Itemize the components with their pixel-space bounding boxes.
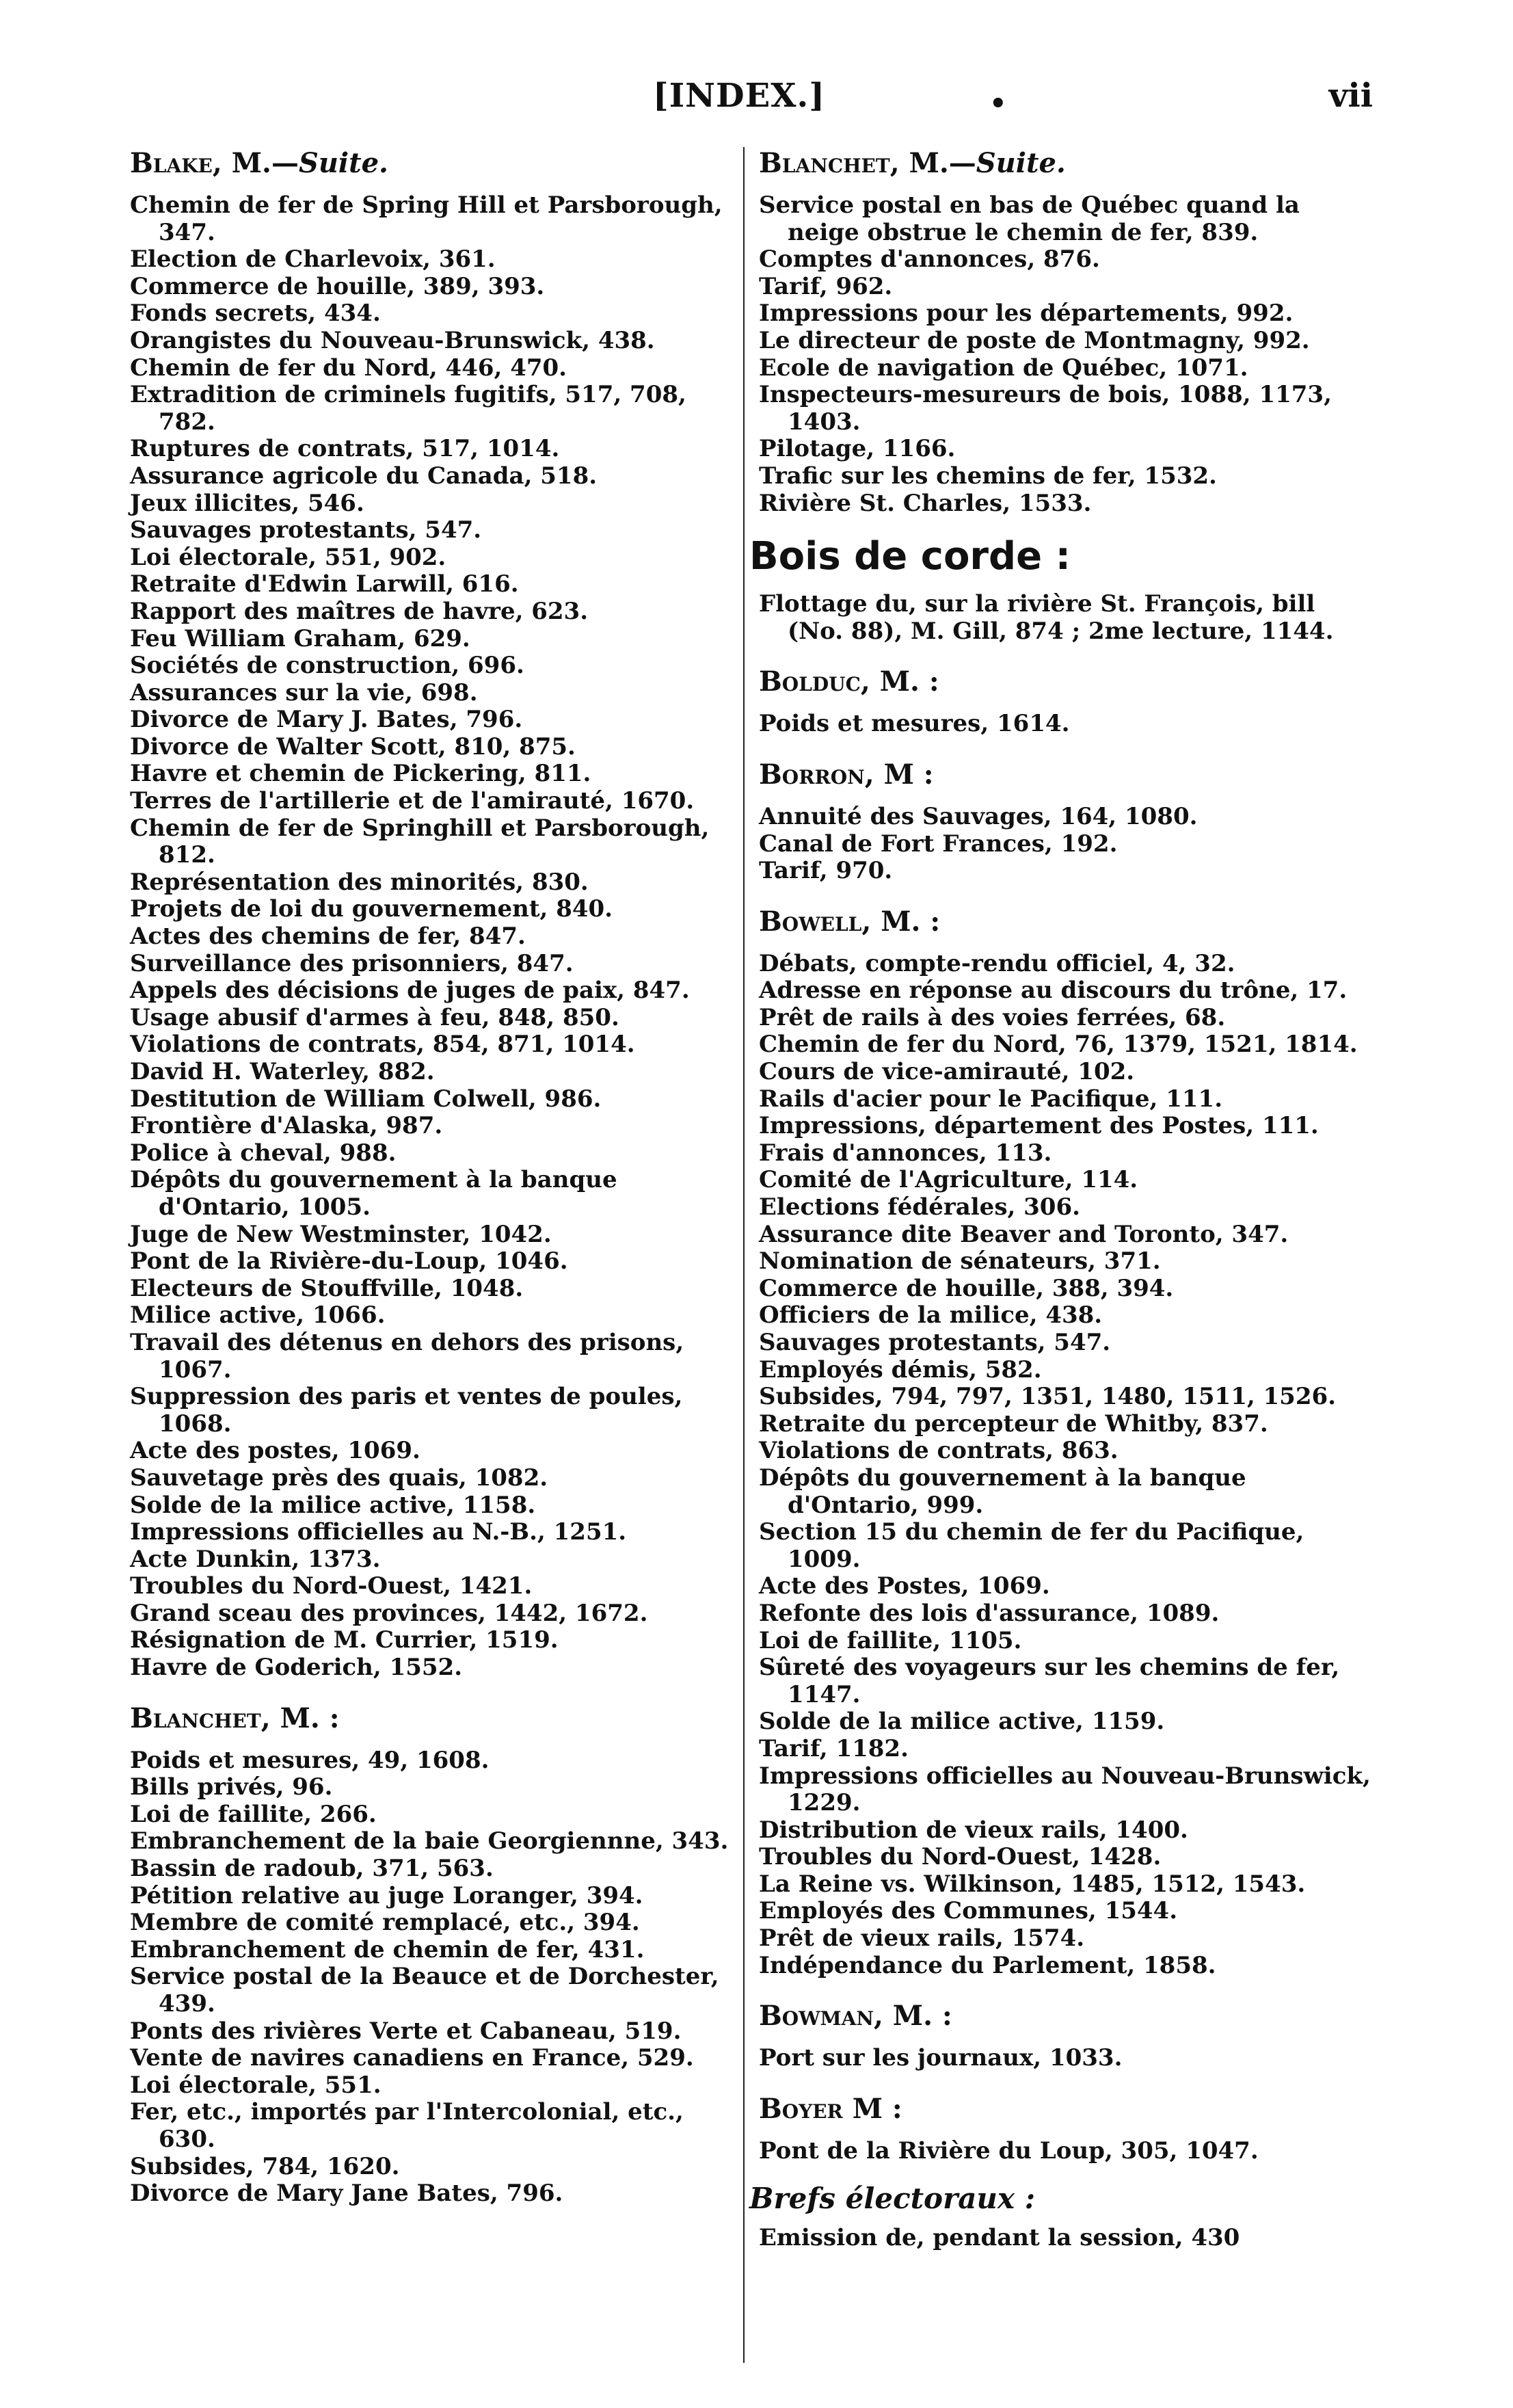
index-entry: Milice active, 1066.	[130, 1301, 386, 1329]
index-entry: Acte des postes, 1069.	[130, 1437, 420, 1465]
index-entry: Cours de vice-amirauté, 102.	[759, 1058, 1135, 1086]
index-entry: Impressions, département des Postes, 111.	[759, 1112, 1319, 1140]
index-entry: Juge de New Westminster, 1042.	[130, 1220, 552, 1248]
index-entry: Prêt de vieux rails, 1574.	[759, 1924, 1085, 1953]
index-entry: Poids et mesures, 49, 1608.	[130, 1746, 490, 1774]
index-entry: Dépôts du gouvernement à la banque d'Ontario, 1005.	[130, 1166, 617, 1221]
index-entry: Ecole de navigation de Québec, 1071.	[759, 354, 1248, 382]
index-entry: Flottage du, sur la rivière St. François, bill (No. 88), M. Gill, 874 ; 2me lecture, 1144.	[759, 590, 1334, 645]
index-entry: Pont de la Rivière du Loup, 305, 1047.	[759, 2136, 1259, 2165]
index-heading: Blanchet, M. :	[130, 1702, 340, 1734]
index-entry: Travail des détenus en dehors des prisons, 1067.	[130, 1328, 684, 1384]
index-entry: Poids et mesures, 1614.	[759, 710, 1070, 738]
index-entry: Divorce de Mary Jane Bates, 796.	[130, 2180, 563, 2208]
index-entry: Electeurs de Stouffville, 1048.	[130, 1274, 524, 1302]
index-heading: Borron, M :	[759, 758, 934, 791]
index-entry: Service postal de la Beauce et de Dorchester, 439.	[130, 1963, 719, 2017]
page-header	[0, 68, 1513, 123]
entry-list	[759, 711, 1374, 738]
entry-list	[759, 591, 1374, 645]
index-entry: Prêt de rails à des voies ferrées, 68.	[759, 1003, 1226, 1031]
index-entry: Acte Dunkin, 1373.	[130, 1545, 381, 1573]
page-number: vii	[1328, 77, 1373, 115]
index-entry: Destitution de William Colwell, 986.	[130, 1085, 602, 1113]
index-entry: Solde de la milice active, 1159.	[759, 1708, 1165, 1736]
index-entry: Sûreté des voyageurs sur les chemins de fer, 1147.	[759, 1654, 1340, 1708]
index-entry: Débats, compte-rendu officiel, 4, 32.	[759, 949, 1235, 977]
index-heading: Bowman, M. :	[759, 2000, 952, 2033]
index-entry: Tarif, 1182.	[759, 1734, 909, 1762]
index-entry: Embranchement de chemin de fer, 431.	[130, 1935, 645, 1963]
index-entry: Nomination de sénateurs, 371.	[759, 1247, 1161, 1275]
index-entry: Résignation de M. Currier, 1519.	[130, 1626, 559, 1654]
index-entry: Inspecteurs-mesureurs de bois, 1088, 1173, 1403.	[759, 381, 1332, 436]
index-entry: Fer, etc., importés par l'Intercolonial, etc., 630.	[130, 2098, 684, 2153]
entry-list	[130, 192, 732, 1682]
index-entry: Retraite du percepteur de Whitby, 837.	[759, 1410, 1268, 1438]
index-entry: Trafic sur les chemins de fer, 1532.	[759, 462, 1217, 490]
index-entry: Adresse en réponse au discours du trône, 17.	[759, 977, 1348, 1005]
index-heading: Bolduc, M. :	[759, 665, 939, 698]
index-entry: Election de Charlevoix, 361.	[130, 246, 496, 274]
index-entry: Canal de Fort Frances, 192.	[759, 830, 1118, 858]
index-heading: Blake, M.—Suite.	[130, 147, 388, 179]
index-entry: Usage abusif d'armes à feu, 848, 850.	[130, 1003, 619, 1031]
index-entry: Refonte des lois d'assurance, 1089.	[759, 1599, 1220, 1627]
entry-list	[759, 2138, 1374, 2165]
index-entry: Tarif, 970.	[759, 857, 893, 885]
index-entry: Chemin de fer du Nord, 76, 1379, 1521, 1814.	[759, 1031, 1358, 1059]
index-entry: David H. Waterley, 882.	[130, 1058, 435, 1085]
index-entry: Vente de navires canadiens en France, 529.	[130, 2044, 694, 2072]
entry-list	[759, 2045, 1374, 2072]
entry-list	[130, 1747, 732, 2208]
index-entry: Indépendance du Parlement, 1858.	[759, 1951, 1216, 1979]
index-entry: Appels des décisions de juges de paix, 847.	[130, 977, 690, 1005]
index-entry: Projets de loi du gouvernement, 840.	[130, 895, 613, 923]
index-entry: Distribution de vieux rails, 1400.	[759, 1816, 1188, 1844]
index-entry: Troubles du Nord-Ouest, 1428.	[759, 1843, 1162, 1871]
entry-list	[759, 192, 1374, 517]
index-entry: La Reine vs. Wilkinson, 1485, 1512, 1543.	[759, 1870, 1306, 1898]
index-entry: Divorce de Walter Scott, 810, 875.	[130, 732, 576, 760]
index-heading: Bowell, M. :	[759, 905, 941, 938]
index-entry: Rapport des maîtres de havre, 623.	[130, 597, 589, 625]
index-entry: Employés des Communes, 1544.	[759, 1897, 1178, 1925]
index-entry: Impressions pour les départements, 992.	[759, 300, 1294, 328]
column-divider	[743, 147, 745, 2363]
index-entry: Bills privés, 96.	[130, 1773, 333, 1801]
index-heading: Brefs électoraux :	[749, 2182, 1036, 2216]
index-entry: Havre de Goderich, 1552.	[130, 1654, 463, 1682]
index-entry: Elections fédérales, 306.	[759, 1193, 1080, 1221]
index-entry: Dépôts du gouvernement à la banque d'Ontario, 999.	[759, 1464, 1246, 1519]
header-dot: •	[989, 88, 1007, 120]
index-entry: Solde de la milice active, 1158.	[130, 1491, 536, 1519]
index-entry: Assurance agricole du Canada, 518.	[130, 462, 598, 490]
index-entry: Représentation des minorités, 830.	[130, 868, 589, 896]
index-entry: Sauvetage près des quais, 1082.	[130, 1464, 548, 1492]
index-heading: Blanchet, M.—Suite.	[759, 147, 1066, 179]
index-entry: Assurance dite Beaver and Toronto, 347.	[759, 1220, 1289, 1248]
entry-list	[759, 2225, 1374, 2252]
index-entry: Jeux illicites, 546.	[130, 489, 364, 517]
index-entry: Loi électorale, 551, 902.	[130, 543, 446, 571]
index-entry: Feu William Graham, 629.	[130, 624, 470, 652]
index-entry: Subsides, 794, 797, 1351, 1480, 1511, 1526.	[759, 1383, 1336, 1411]
index-entry: Comptes d'annonces, 876.	[759, 246, 1100, 274]
index-entry: Emission de, pendant la session, 430	[759, 2224, 1240, 2252]
index-entry: Rails d'acier pour le Pacifique, 111.	[759, 1085, 1223, 1113]
index-entry: Annuité des Sauvages, 164, 1080.	[759, 802, 1198, 830]
index-entry: Impressions officielles au N.-B., 1251.	[130, 1518, 627, 1546]
index-entry: Extradition de criminels fugitifs, 517, 708, 782.	[130, 381, 686, 436]
index-entry: Le directeur de poste de Montmagny, 992.	[759, 326, 1310, 354]
index-entry: Assurances sur la vie, 698.	[130, 678, 478, 706]
index-heading: Bois de corde :	[749, 534, 1071, 579]
index-entry: Police à cheval, 988.	[130, 1139, 397, 1167]
index-entry: Surveillance des prisonniers, 847.	[130, 949, 574, 977]
index-entry: Membre de comité remplacé, etc., 394.	[130, 1909, 640, 1937]
index-entry: Sauvages protestants, 547.	[759, 1329, 1111, 1356]
index-entry: Fonds secrets, 434.	[130, 300, 381, 328]
index-entry: Pont de la Rivière-du-Loup, 1046.	[130, 1247, 568, 1275]
index-entry: Terres de l'artillerie et de l'amirauté, 1670.	[130, 787, 695, 815]
index-entry: Acte des Postes, 1069.	[759, 1572, 1050, 1600]
index-heading: Boyer M :	[759, 2092, 902, 2125]
index-entry: Grand sceau des provinces, 1442, 1672.	[130, 1599, 648, 1627]
index-entry: Section 15 du chemin de fer du Pacifique, 1009.	[759, 1518, 1304, 1573]
index-entry: Loi de faillite, 266.	[130, 1800, 377, 1828]
left-column	[130, 147, 732, 2208]
index-entry: Pétition relative au juge Loranger, 394.	[130, 1881, 643, 1909]
index-entry: Commerce de houille, 388, 394.	[759, 1274, 1174, 1302]
index-entry: Pilotage, 1166.	[759, 435, 956, 463]
index-entry: Tarif, 962.	[759, 272, 893, 300]
index-entry: Frontière d'Alaska, 987.	[130, 1112, 443, 1140]
index-entry: Violations de contrats, 854, 871, 1014.	[130, 1031, 635, 1059]
index-entry: Sauvages protestants, 547.	[130, 516, 482, 544]
index-entry: Havre et chemin de Pickering, 811.	[130, 760, 591, 788]
entry-list	[759, 804, 1374, 885]
index-entry: Troubles du Nord-Ouest, 1421.	[130, 1572, 533, 1600]
index-entry: Port sur les journaux, 1033.	[759, 2044, 1123, 2072]
entry-list	[759, 951, 1374, 1980]
index-entry: Ruptures de contrats, 517, 1014.	[130, 435, 560, 463]
index-entry: Orangistes du Nouveau-Brunswick, 438.	[130, 326, 655, 354]
index-entry: Loi de faillite, 1105.	[759, 1626, 1022, 1654]
index-entry: Ponts des rivières Verte et Cabaneau, 519.	[130, 2017, 682, 2045]
index-entry: Comité de l'Agriculture, 114.	[759, 1166, 1138, 1194]
index-entry: Impressions officielles au Nouveau-Brunswick, 1229.	[759, 1762, 1371, 1817]
running-title: [INDEX.]	[653, 77, 825, 115]
index-entry: Subsides, 784, 1620.	[130, 2152, 400, 2180]
index-entry: Loi électorale, 551.	[130, 2071, 381, 2099]
index-entry: Chemin de fer de Springhill et Parsborough, 812.	[130, 814, 710, 869]
index-entry: Embranchement de la baie Georgiennne, 343.	[130, 1827, 729, 1855]
index-entry: Actes des chemins de fer, 847.	[130, 923, 526, 951]
index-entry: Suppression des paris et ventes de poules, 1068.	[130, 1383, 683, 1438]
index-entry: Employés démis, 582.	[759, 1355, 1042, 1384]
index-entry: Divorce de Mary J. Bates, 796.	[130, 706, 523, 734]
index-entry: Violations de contrats, 863.	[759, 1437, 1119, 1465]
index-entry: Retraite d'Edwin Larwill, 616.	[130, 570, 519, 598]
index-entry: Commerce de houille, 389, 393.	[130, 272, 545, 300]
right-column	[749, 147, 1374, 2252]
index-entry: Officiers de la milice, 438.	[759, 1301, 1103, 1329]
index-entry: Chemin de fer de Spring Hill et Parsborough, 347.	[130, 191, 723, 246]
index-entry: Sociétés de construction, 696.	[130, 652, 524, 680]
index-entry: Bassin de radoub, 371, 563.	[130, 1855, 494, 1883]
index-entry: Frais d'annonces, 113.	[759, 1139, 1052, 1167]
index-entry: Chemin de fer du Nord, 446, 470.	[130, 354, 567, 382]
index-entry: Rivière St. Charles, 1533.	[759, 489, 1092, 517]
index-entry: Service postal en bas de Québec quand la neige obstrue le chemin de fer, 839.	[759, 191, 1300, 246]
